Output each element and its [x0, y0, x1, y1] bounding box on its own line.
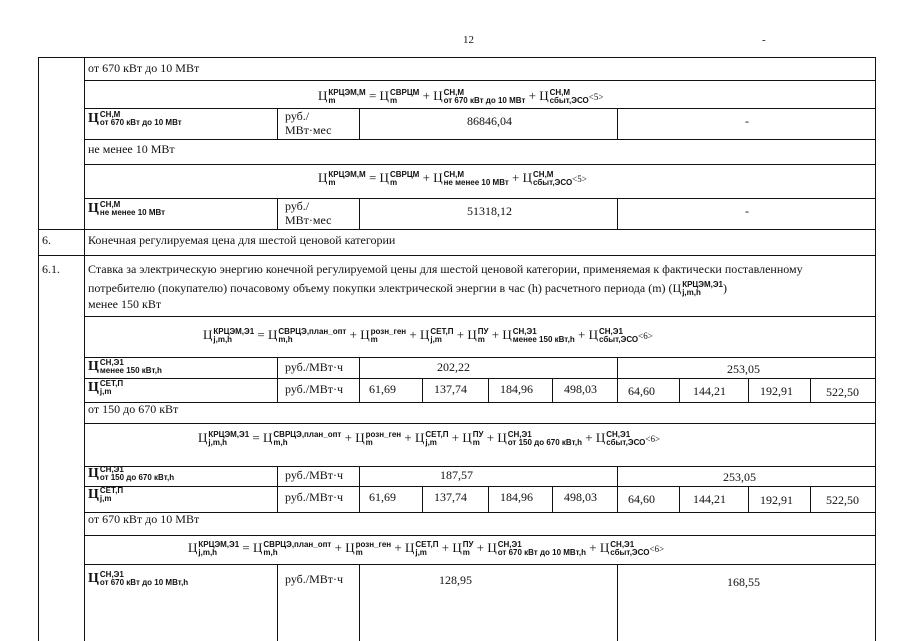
formula-3: Ц КРЦЭМ,Э1 j,m,h = Ц СВРЦЭ,план_опт m,h + Ц розн_ген m + Ц СЕТ,П j,m + Ц ПУ m + Ц СН,Э1 менее 150 кВт,h + Ц СН,Э1 сбыт,ЭСО <6> [203, 327, 653, 345]
range-label: от 670 кВт до 10 МВт [88, 512, 200, 526]
value-cell: 137,74 [434, 490, 467, 504]
unit-label: руб./ МВт·мес [285, 199, 332, 227]
section-number: 6.1. [42, 262, 60, 276]
range-label: не менее 10 МВт [88, 142, 175, 156]
rule [84, 378, 875, 379]
value-cell: 192,91 [760, 493, 793, 507]
range-label: от 150 до 670 кВт [88, 402, 179, 416]
value-cell: 184,96 [500, 490, 533, 504]
rule [84, 466, 875, 467]
unit-label: руб./МВт·ч [285, 490, 344, 504]
col-sep-q [488, 378, 489, 402]
rule [84, 316, 875, 317]
col-sep-unit [277, 108, 278, 139]
value-cell: 61,69 [369, 490, 396, 504]
unit-label: руб./МВт·ч [285, 468, 344, 482]
value-cell: 202,22 [437, 360, 470, 374]
value-cell: 187,57 [440, 468, 473, 482]
rule [39, 255, 875, 256]
sn-symbol: Ц СН,М не менее 10 МВт [88, 200, 166, 217]
set-symbol: Ц СЕТ,П j,m [88, 379, 124, 396]
range-label: от 670 кВт до 10 МВт [88, 61, 200, 75]
rule [84, 164, 875, 165]
sn-symbol: Ц СН,Э1 от 150 до 670 кВт,h [88, 465, 175, 482]
value-cell: 137,74 [434, 382, 467, 396]
rule [84, 357, 875, 358]
col-sep-value2 [617, 198, 618, 229]
value-cell: 192,91 [760, 384, 793, 398]
col-sep-q [552, 486, 553, 512]
range-label: менее 150 кВт [88, 297, 162, 311]
rule [84, 564, 875, 565]
col-sep-q [748, 378, 749, 402]
col-sep-value [359, 564, 360, 641]
value-cell: 498,03 [564, 382, 597, 396]
sn-symbol: Ц СН,Э1 от 670 кВт до 10 МВт,h [88, 570, 189, 587]
unit-label: руб./МВт·ч [285, 572, 344, 586]
col-sep-unit [277, 466, 278, 512]
col-sep-value [359, 108, 360, 139]
rule [84, 535, 875, 536]
value-cell: 253,05 [723, 470, 756, 484]
col-sep-q [748, 486, 749, 512]
unit-label: руб./МВт·ч [285, 382, 344, 396]
value-cell: 61,69 [369, 382, 396, 396]
value-cell: 184,96 [500, 382, 533, 396]
section-number: 6. [42, 233, 51, 247]
formula-2: Ц КРЦЭМ,М m = Ц СВРЦМ m + Ц СН,М не менее 10 МВт + Ц СН,М сбыт,ЭСО <5> [318, 170, 587, 188]
formula-5: Ц КРЦЭМ,Э1 j,m,h = Ц СВРЦЭ,план_опт m,h + Ц розн_ген m + Ц СЕТ,П j,m + Ц ПУ m + Ц СН,Э1 от 670 кВт до 10 МВт,h + Ц СН,Э1 сбыт,ЭСО <6> [188, 540, 665, 558]
value-cell: 64,60 [628, 384, 655, 398]
col-sep-value [359, 466, 360, 512]
col-sep-value [359, 198, 360, 229]
col-sep-q [810, 486, 811, 512]
col-sep-unit [277, 564, 278, 641]
value-cell: 168,55 [727, 575, 760, 589]
value-cell: 144,21 [693, 492, 726, 506]
col-sep-half [617, 466, 618, 512]
sn-symbol: Ц СН,Э1 менее 150 кВт,h [88, 358, 162, 375]
rule [39, 229, 875, 230]
value-cell: 253,05 [727, 362, 760, 376]
col-sep-q [422, 378, 423, 402]
value-cell: 522,50 [826, 385, 859, 399]
col-sep-q [552, 378, 553, 402]
col-sep-value2 [617, 108, 618, 139]
rule [84, 80, 875, 81]
section-title: Конечная регулируемая цена для шестой ценовой категории [88, 233, 396, 247]
rule [84, 198, 875, 199]
value-cell: 128,95 [439, 573, 472, 587]
rule [84, 512, 875, 513]
value-cell: 64,60 [628, 492, 655, 506]
value-cell: 51318,12 [467, 204, 512, 218]
col-sep-q [679, 486, 680, 512]
value-cell: 86846,04 [467, 114, 512, 128]
rule [84, 423, 875, 424]
col-sep-q [488, 486, 489, 512]
section-text: потребителю (покупателю) почасовому объему покупки электрической энергии в час (h) расчетного периода (m) (Ц КРЦЭМ,Э1 j,m,h ) [88, 280, 727, 298]
set-symbol: Ц СЕТ,П j,m [88, 486, 124, 503]
col-sep-value [359, 357, 360, 402]
top-mark: - [762, 34, 766, 46]
value-cell: - [745, 204, 749, 218]
col-sep-unit [277, 198, 278, 229]
unit-label: руб./МВт·ч [285, 360, 344, 374]
page-number: 12 [463, 34, 474, 46]
col-sep-unit [277, 357, 278, 402]
col-sep-q [679, 378, 680, 402]
col-sep-q [422, 486, 423, 512]
unit-label: руб./ МВт·мес [285, 109, 332, 137]
rule [84, 139, 875, 140]
col-sep-q [810, 378, 811, 402]
rule [84, 402, 875, 403]
rule [84, 108, 875, 109]
col-sep-half [617, 357, 618, 402]
col-sep-number [84, 58, 85, 641]
formula-4: Ц КРЦЭМ,Э1 j,m,h = Ц СВРЦЭ,план_опт m,h + Ц розн_ген m + Ц СЕТ,П j,m + Ц ПУ m + Ц СН,Э1 от 150 до 670 кВт,h + Ц СН,Э1 сбыт,ЭСО <6> [198, 430, 661, 448]
value-cell: 522,50 [826, 493, 859, 507]
rule [84, 486, 875, 487]
value-cell: 144,21 [693, 384, 726, 398]
col-sep-half [617, 564, 618, 641]
section-text: Ставка за электрическую энергию конечной регулируемой цены для шестой ценовой категории, применяемая к фактически поставленному [88, 262, 803, 276]
value-cell: - [745, 114, 749, 128]
sn-symbol: Ц СН,М от 670 кВт до 10 МВт [88, 110, 182, 127]
value-cell: 498,03 [564, 490, 597, 504]
formula-1: Ц КРЦЭМ,М m = Ц СВРЦМ m + Ц СН,М от 670 кВт до 10 МВт + Ц СН,М сбыт,ЭСО <5> [318, 88, 604, 106]
